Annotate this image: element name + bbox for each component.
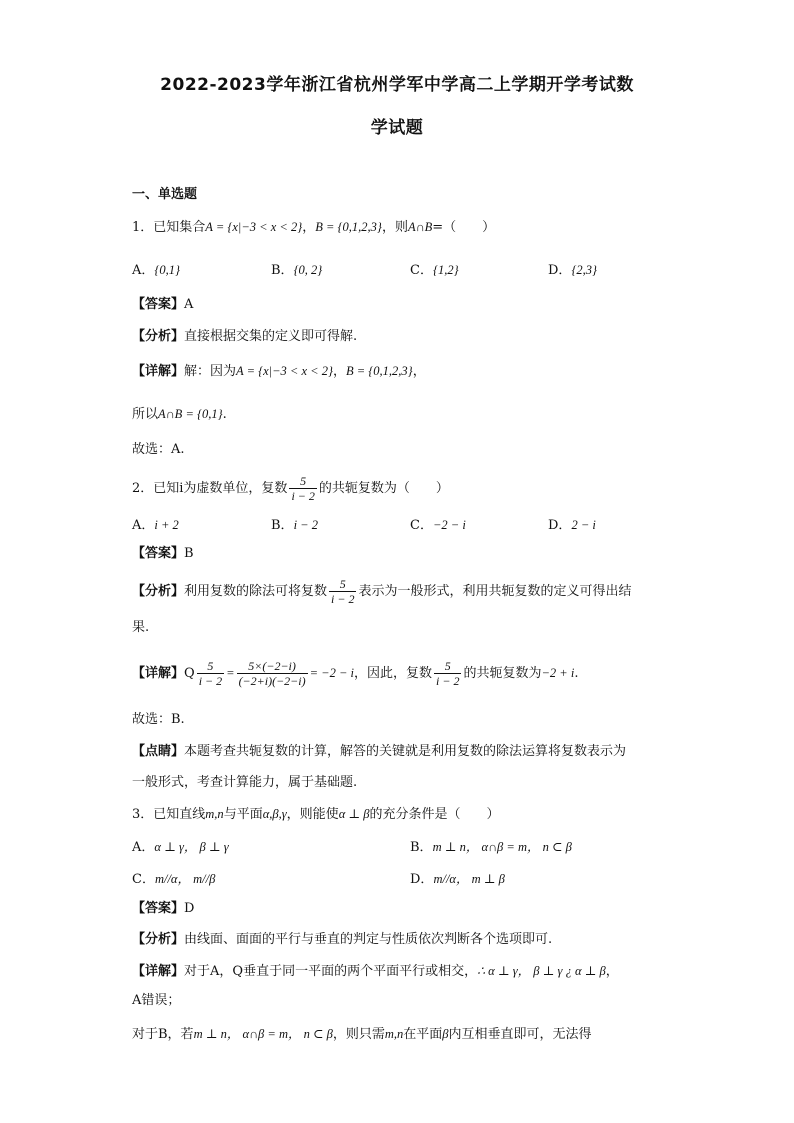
detail-text: ，则只需	[332, 1027, 385, 1042]
q3-detail-2: A错误；	[132, 993, 181, 1008]
q1-option-d	[548, 259, 597, 278]
q1-answer	[132, 296, 193, 314]
q3-stem	[132, 805, 500, 824]
q2-fraction	[289, 474, 316, 503]
q3-option-c	[132, 868, 215, 887]
fraction-denominator: i − 2	[331, 592, 355, 606]
q1-choose: 故选：A.	[132, 442, 185, 457]
answer-value: D	[184, 901, 195, 916]
q1-expr: A∩B	[407, 220, 433, 234]
because-symbol: Q	[184, 666, 195, 681]
option-value: {0, 2}	[293, 263, 323, 277]
q2-option-a	[132, 514, 179, 533]
detail-math: = −2 − i	[309, 666, 355, 680]
q2-stem	[132, 472, 449, 506]
q2-option-d	[548, 514, 596, 533]
q2-analysis-cont: 果.	[132, 620, 150, 635]
q1-set-a: A = {x|−3 < x < 2}	[205, 220, 303, 234]
option-value: m ⊥ n， α∩β = m， n ⊂ β	[432, 840, 572, 854]
detail-math: −2 + i	[541, 666, 575, 680]
q2-detail-fraction-1	[197, 659, 224, 688]
answer-tag: 【答案】	[132, 901, 185, 916]
option-label: C．	[132, 872, 155, 887]
q3-detail	[132, 962, 619, 981]
q1-analysis	[132, 328, 357, 346]
detail-math: A∩B = {0,1}	[158, 407, 223, 421]
fraction-denominator: (−2+i)(−2−i)	[238, 674, 306, 688]
fraction-numerator: 5	[197, 659, 224, 674]
option-label: A．	[132, 263, 155, 278]
q2-detail	[132, 654, 578, 693]
fraction-numerator: 5	[289, 474, 316, 489]
analysis-tag: 【分析】	[132, 932, 185, 947]
option-value: {2,3}	[571, 263, 598, 277]
q3-condition: α ⊥ β	[338, 807, 370, 821]
detail-text: 垂直于同一平面的两个平面平行或相交，	[243, 964, 478, 979]
q2-analysis	[132, 575, 631, 609]
option-value: −2 − i	[432, 518, 466, 532]
answer-value: B	[184, 546, 194, 561]
fraction-denominator: i − 2	[436, 674, 460, 688]
q2-comment-cont: 一般形式，考查计算能力，属于基础题.	[132, 775, 358, 790]
q2-option-b	[271, 514, 318, 533]
analysis-text: 利用复数的除法可将复数	[184, 584, 328, 599]
detail-text: ，	[605, 964, 619, 979]
detail-text: 解：因为	[184, 364, 237, 379]
q2-answer	[132, 545, 194, 563]
q2-detail-fraction-3	[434, 659, 461, 688]
analysis-text: 表示为一般形式，利用共轭复数的定义可得出结	[358, 584, 632, 599]
equals-sign: =	[226, 666, 235, 680]
q1-option-b	[271, 259, 322, 278]
analysis-tag: 【分析】	[132, 329, 185, 344]
option-label: B．	[271, 263, 294, 278]
detail-text: 内互相垂直即可，无法得	[448, 1027, 592, 1042]
because-symbol: Q	[232, 964, 244, 979]
detail-math: m ⊥ n， α∩β = m， n ⊂ β	[193, 1027, 333, 1041]
detail-text: 在平面	[403, 1027, 443, 1042]
option-value: 2 − i	[571, 518, 596, 532]
q2-comment	[132, 743, 626, 761]
detail-text: 对于A，	[184, 964, 233, 979]
answer-tag: 【答案】	[132, 297, 185, 312]
q3-answer	[132, 900, 194, 918]
q1-set-b: B = {0,1,2,3}	[315, 220, 382, 234]
option-label: B．	[271, 518, 294, 533]
detail-math: B = {0,1,2,3}	[345, 364, 413, 378]
q3-option-a	[132, 836, 229, 855]
detail-text: ，因此，复数	[354, 666, 433, 681]
option-value: m//α， m ⊥ β	[433, 872, 505, 886]
q1-stem-post: =（ ）	[432, 220, 496, 235]
q3-lines: m,n	[205, 807, 224, 821]
q1-stem	[132, 218, 495, 237]
detail-text: 对于B，若	[132, 1027, 194, 1042]
fraction-numerator: 5	[329, 577, 356, 592]
comment-tag: 【点睛】	[132, 744, 185, 759]
detail-text: .	[574, 666, 579, 681]
option-label: A．	[132, 518, 155, 533]
q3-planes: α,β,γ	[262, 807, 287, 821]
q1-stem-pre: 1．已知集合	[132, 220, 206, 235]
analysis-tag: 【分析】	[132, 584, 185, 599]
analysis-text: 直接根据交集的定义即可得解.	[184, 329, 358, 344]
q2-stem-pre: 2．已知i为虚数单位，复数	[132, 481, 288, 496]
option-value: i − 2	[293, 518, 318, 532]
q2-detail-fraction-2	[237, 659, 308, 688]
q2-choose: 故选：B.	[132, 712, 185, 727]
detail-math: m,n	[384, 1027, 404, 1041]
q3-option-d	[410, 868, 505, 887]
detail-tag: 【详解】	[132, 964, 185, 979]
detail-text: .	[222, 407, 227, 422]
q3-stem-mid: 与平面	[223, 807, 263, 822]
fraction-denominator: i − 2	[291, 489, 315, 503]
q2-option-c	[410, 514, 466, 533]
detail-text: ，	[412, 364, 426, 379]
q1-option-c	[410, 259, 459, 278]
analysis-text: 由线面、面面的平行与垂直的判定与性质依次判断各个选项即可.	[184, 932, 553, 947]
detail-text: 的共轭复数为	[463, 666, 542, 681]
q3-stem-post: 的充分条件是（ ）	[369, 807, 500, 822]
q3-analysis	[132, 931, 552, 949]
detail-tag: 【详解】	[132, 666, 185, 681]
fraction-numerator: 5	[434, 659, 461, 674]
q1-detail	[132, 362, 426, 381]
option-value: {0,1}	[154, 263, 181, 277]
answer-tag: 【答案】	[132, 546, 185, 561]
option-label: A．	[132, 840, 155, 855]
detail-math: A = {x|−3 < x < 2}	[236, 364, 333, 378]
comment-text: 本题考查共轭复数的计算，解答的关键就是利用复数的除法运算将复数表示为	[184, 744, 627, 759]
option-label: D．	[410, 872, 434, 887]
detail-math: β	[442, 1027, 449, 1041]
q3-stem-pre: 3．已知直线	[132, 807, 206, 822]
option-label: C．	[410, 518, 433, 533]
answer-value: A	[184, 297, 194, 312]
doc-title-line1: 2022-2023学年浙江省杭州学军中学高二上学期开学考试数	[160, 75, 634, 95]
doc-title-line2: 学试题	[370, 118, 424, 138]
q1-detail-2	[132, 405, 227, 424]
option-label: C．	[410, 263, 433, 278]
detail-text: 所以	[132, 407, 159, 422]
q1-option-a	[132, 259, 180, 278]
option-value: m//α， m//β	[154, 872, 216, 886]
q2-stem-post: 的共轭复数为（ ）	[318, 481, 449, 496]
option-value: i + 2	[154, 518, 179, 532]
fraction-denominator: i − 2	[198, 674, 223, 688]
option-value: α ⊥ γ， β ⊥ γ	[154, 840, 229, 854]
detail-tag: 【详解】	[132, 364, 185, 379]
option-label: D．	[548, 263, 572, 278]
detail-math: ∴ α ⊥ γ， β ⊥ γ ¿ α ⊥ β	[477, 964, 606, 978]
q1-then: ，则	[381, 220, 408, 235]
q3-detail-3	[132, 1025, 592, 1044]
section-heading: 一、单选题	[132, 187, 198, 202]
detail-text: ，	[332, 364, 346, 379]
q3-option-b	[410, 836, 572, 855]
option-label: D．	[548, 518, 572, 533]
q1-comma: ，	[302, 220, 316, 235]
q2-analysis-fraction	[329, 577, 356, 606]
option-label: B．	[410, 840, 433, 855]
q3-stem-mid2: ，则能使	[286, 807, 339, 822]
option-value: {1,2}	[432, 263, 459, 277]
fraction-numerator: 5×(−2−i)	[237, 659, 308, 674]
